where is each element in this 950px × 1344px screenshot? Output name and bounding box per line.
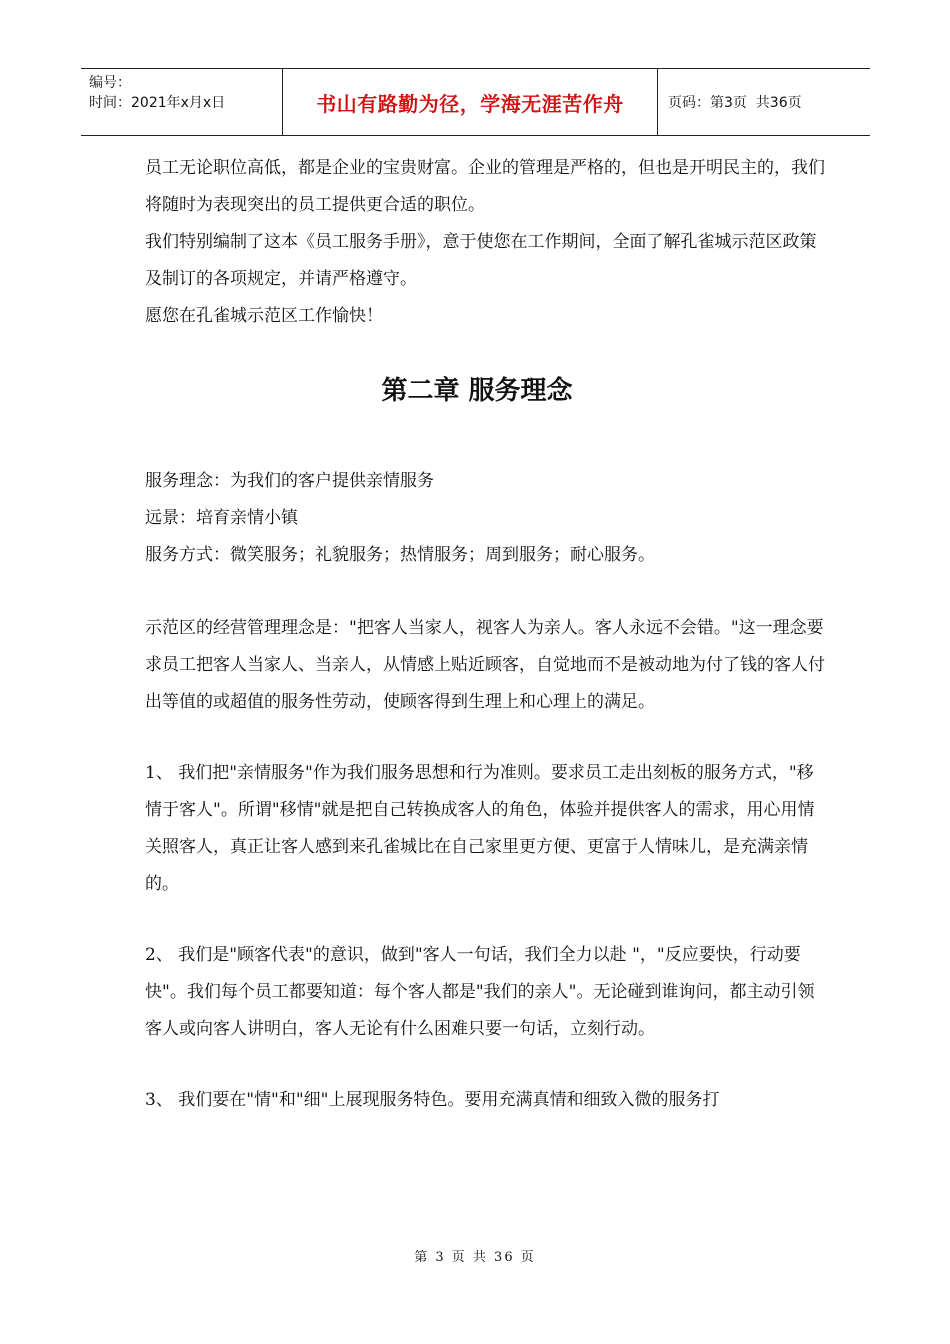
- intro-paragraph: 员工无论职位高低，都是企业的宝贵财富。企业的管理是严格的，但也是开明民主的，我们将随时为表现突出的员工提供更合适的职位。: [145, 158, 825, 215]
- header-page-info: [658, 69, 870, 135]
- concept-line: 服务理念：为我们的客户提供亲情服务: [145, 471, 434, 491]
- number-label: 编号：: [89, 75, 131, 91]
- management-paragraph: 示范区的经营管理理念是："把客人当家人，视客人为亲人。客人永远不会错。"这一理念要求员工把客人当家人、当亲人，从情感上贴近顾客，自觉地而不是被动地为付了钱的客人付出等值的或超值的服务性劳动，使顾客得到生理上和心理上的满足。: [145, 618, 825, 712]
- numbered-item: 1、 我们把"亲情服务"作为我们服务思想和行为准则。要求员工走出刻板的服务方式，"移情于客人"。所谓"移情"就是把自己转换成客人的角色，体验并提供客人的需求，用心用情关照客人，真正让客人感到来孔雀城比在自己家里更方便、更富于人情味儿，是充满亲情的。: [145, 763, 815, 894]
- intro-paragraph: 我们特别编制了这本《员工服务手册》，意于使您在工作期间，全面了解孔雀城示范区政策及制订的各项规定，并请严格遵守。: [145, 232, 817, 289]
- document-header: [81, 68, 870, 136]
- page-info-text: 页码：第3页 共36页: [668, 95, 802, 111]
- header-motto: 书山有路勤为径，学海无涯苦作舟: [282, 69, 658, 135]
- concept-line: 远景：培育亲情小镇: [145, 508, 298, 528]
- numbered-item: 3、 我们要在"情"和"细"上展现服务特色。要用充满真情和细致入微的服务打: [145, 1090, 720, 1110]
- intro-paragraph: 愿您在孔雀城示范区工作愉快！: [145, 306, 383, 326]
- header-meta: [81, 69, 282, 135]
- chapter-title: 第二章 服务理念: [381, 376, 573, 406]
- concept-line: 服务方式：微笑服务；礼貌服务；热情服务；周到服务；耐心服务。: [145, 545, 655, 565]
- document-body: [145, 150, 825, 1119]
- page-footer: 第 3 页 共 36 页: [414, 1250, 536, 1265]
- time-label: 时间：2021年x月x日: [89, 95, 226, 111]
- numbered-item: 2、 我们是"顾客代表"的意识，做到"客人一句话，我们全力以赴 "，"反应要快，行动要快"。我们每个员工都要知道：每个客人都是"我们的亲人"。无论碰到谁询问，都主动引领客人或向客人讲明白，客人无论有什么困难只要一句话，立刻行动。: [145, 945, 815, 1039]
